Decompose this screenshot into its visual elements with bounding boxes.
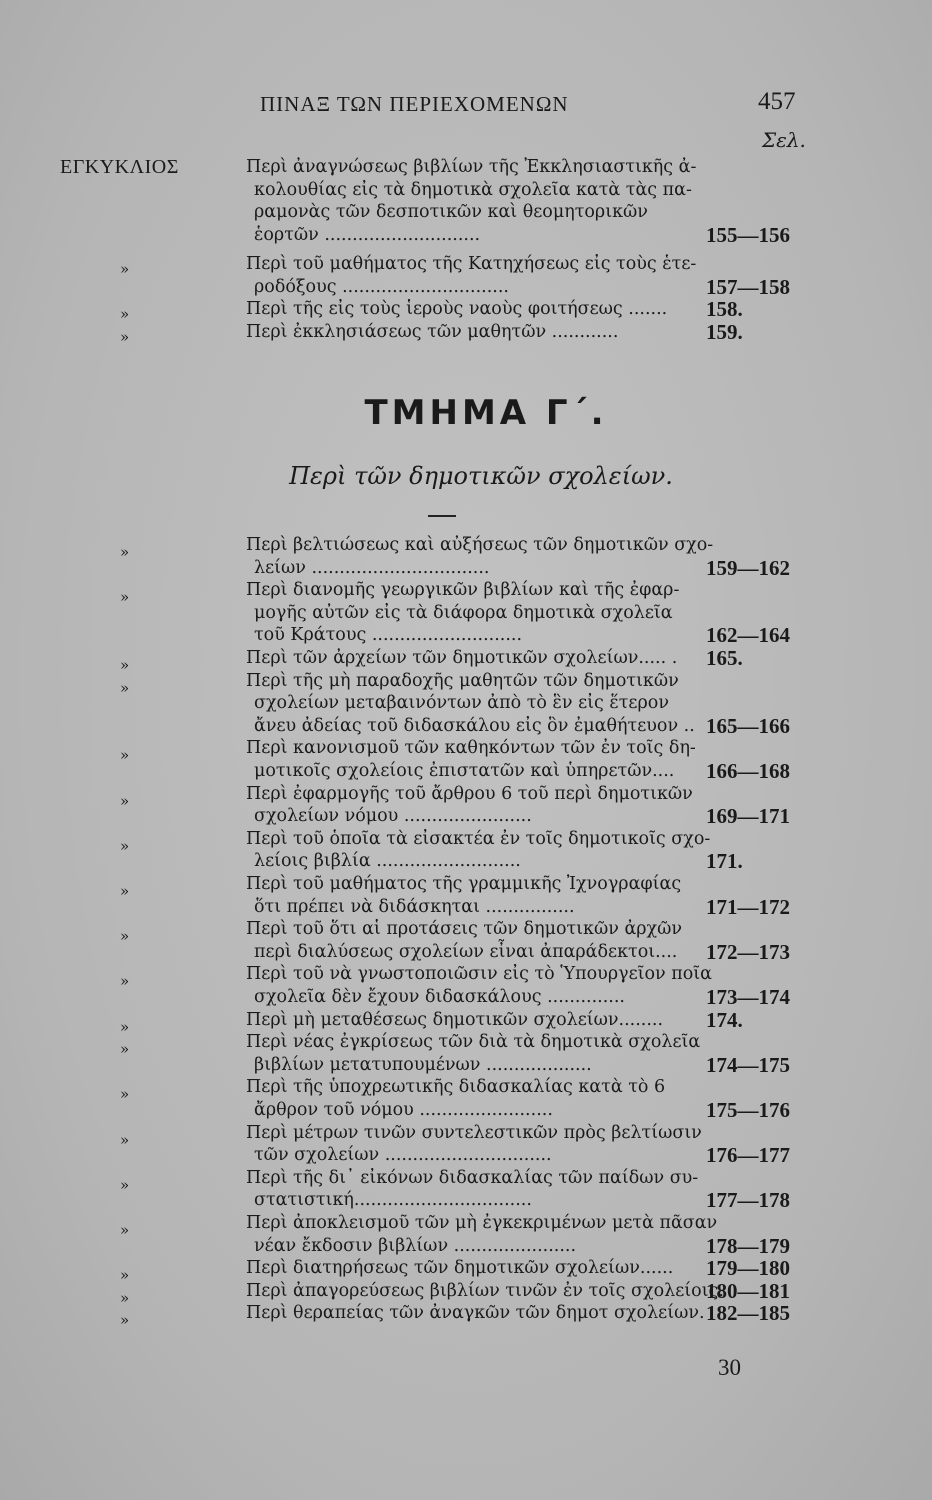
entry-line: Περὶ τῆς εἰς τοὺς ἱεροὺς ναοὺς φοιτήσεως ....... bbox=[246, 299, 668, 319]
ditto-mark: » bbox=[120, 1175, 130, 1194]
ditto-mark: » bbox=[120, 1130, 130, 1149]
divider bbox=[428, 515, 456, 517]
ditto-mark: » bbox=[120, 588, 130, 607]
ditto-mark: » bbox=[120, 882, 130, 900]
entry-line: σχολεῖα δὲν ἔχουν διδασκάλους .............. bbox=[254, 986, 625, 1007]
entry-pages: 176—177 bbox=[706, 1143, 790, 1168]
entry-line: Περὶ μὴ μεταθέσεως δημοτικῶν σχολείων........ bbox=[246, 1009, 664, 1030]
toc-entry bbox=[120, 737, 806, 783]
entry-pages: 172—173 bbox=[706, 939, 790, 964]
ditto-mark: » bbox=[120, 1221, 130, 1239]
toc-entry bbox=[120, 963, 806, 1009]
ditto-mark: » bbox=[120, 746, 130, 765]
ditto-mark: » bbox=[120, 328, 130, 346]
toc-entry bbox=[120, 1167, 806, 1213]
ditto-mark: » bbox=[120, 927, 130, 946]
entry-pages: 158. bbox=[706, 297, 743, 321]
entry-pages: 173—174 bbox=[706, 984, 790, 1009]
toc-entry bbox=[120, 783, 806, 829]
entry-line: Περὶ ἀποκλεισμοῦ τῶν μὴ ἐγκεκριμένων μετὰ πᾶσαν bbox=[246, 1213, 718, 1233]
toc-entry bbox=[120, 1256, 806, 1285]
entry-pages: 182—185 bbox=[706, 1301, 790, 1326]
ditto-mark: » bbox=[120, 1040, 130, 1059]
ditto-mark: » bbox=[120, 972, 130, 991]
toc-entry bbox=[120, 670, 806, 738]
entry-line: Περὶ τοῦ μαθήματος τῆς Κατηχήσεως εἰς τοὺς ἑτε- bbox=[246, 254, 697, 274]
entry-pages: 155—156 bbox=[706, 222, 790, 247]
toc-entry bbox=[120, 534, 806, 580]
entry-line: λείων ................................ bbox=[254, 557, 490, 578]
toc-entry bbox=[120, 1301, 806, 1330]
entry-pages: 165. bbox=[706, 646, 743, 670]
toc-entry bbox=[120, 873, 806, 919]
entry-line: σχολείων μεταβαινόντων ἀπὸ τὸ ἓν εἰς ἕτερον bbox=[254, 693, 669, 714]
entry-line: Περὶ τῶν ἀρχείων τῶν δημοτικῶν σχολείων..... . bbox=[246, 648, 678, 668]
ditto-mark: » bbox=[120, 1017, 130, 1036]
entry-pages: 174. bbox=[706, 1007, 743, 1032]
entry-line: Περὶ βελτιώσεως καὶ αὐξήσεως τῶν δημοτικῶν σχο- bbox=[246, 535, 714, 555]
entry-line: Περὶ κανονισμοῦ τῶν καθηκόντων τῶν ἐν τοῖς δη- bbox=[246, 738, 696, 759]
entry-line: τοῦ Κράτους ........................... bbox=[254, 625, 523, 646]
entry-line: Περὶ ἐκκλησιάσεως τῶν μαθητῶν ............ bbox=[246, 322, 619, 342]
toc-entry bbox=[120, 1122, 806, 1168]
entry-line: σχολείων νόμου ....................... bbox=[254, 806, 532, 827]
entry-line: Περὶ τοῦ μαθήματος τῆς γραμμικῆς Ἰχνογραφίας bbox=[246, 874, 682, 894]
entry-pages: 171—172 bbox=[706, 894, 790, 919]
entry-line: περὶ διαλύσεως σχολείων εἶναι ἀπαράδεκτοι.... bbox=[254, 941, 678, 962]
entry-pages: 165—166 bbox=[706, 713, 790, 738]
entry-pages: 179—180 bbox=[706, 1256, 790, 1281]
entry-pages: 157—158 bbox=[706, 274, 790, 299]
entry-line: Περὶ τῆς δι᾽ εἰκόνων διδασκαλίας τῶν παίδων συ- bbox=[246, 1167, 699, 1188]
toc-entry bbox=[120, 828, 806, 874]
entry-line: Περὶ ἀπαγορεύσεως βιβλίων τινῶν ἐν τοῖς σχολείοις. bbox=[246, 1280, 724, 1301]
entry-line: νέαν ἔκδοσιν βιβλίων ...................... bbox=[254, 1235, 577, 1256]
entry-line: ἄνευ ἀδείας τοῦ διδασκάλου εἰς ὃν ἐμαθήτευον .. bbox=[254, 715, 695, 736]
entry-pages: 180—181 bbox=[706, 1278, 790, 1303]
entry-line: Περὶ τῆς μὴ παραδοχῆς μαθητῶν τῶν δημοτικῶν bbox=[246, 670, 679, 691]
ditto-mark: » bbox=[120, 1288, 130, 1307]
section-subtitle: Περὶ τῶν δημοτικῶν σχολείων. bbox=[289, 462, 673, 490]
entry-line: ἄρθρον τοῦ νόμου ........................ bbox=[254, 1099, 553, 1120]
ditto-mark: » bbox=[120, 260, 130, 278]
pages-column-label: Σελ. bbox=[762, 128, 806, 152]
entry-pages: 178—179 bbox=[706, 1233, 790, 1258]
entry-line: Περὶ νέας ἐγκρίσεως τῶν διὰ τὰ δημοτικὰ σχολεῖα bbox=[246, 1032, 701, 1053]
entry-line: Περὶ τῆς ὑποχρεωτικῆς διδασκαλίας κατὰ τὸ 6 bbox=[246, 1077, 666, 1098]
entry-line: Περὶ ἐφαρμογῆς τοῦ ἄρθρου 6 τοῦ περὶ δημοτικῶν bbox=[246, 783, 693, 804]
entry-pages: 177—178 bbox=[706, 1188, 790, 1213]
entry-line: μογῆς αὐτῶν εἰς τὰ διάφορα δημοτικὰ σχολεῖα bbox=[254, 602, 673, 623]
ditto-mark: » bbox=[120, 1311, 130, 1330]
toc-entry bbox=[120, 579, 806, 648]
entry-line: λείοις βιβλία .......................... bbox=[254, 851, 521, 872]
entry-pages: 175—176 bbox=[706, 1097, 790, 1122]
ditto-mark: » bbox=[120, 836, 130, 855]
entry-line: βιβλίων μετατυπουμένων ................... bbox=[254, 1054, 592, 1075]
section-title: ΤΜΗΜΑ Γ΄. bbox=[364, 393, 608, 433]
entry-line: Περὶ μέτρων τινῶν συντελεστικῶν πρὸς βελτίωσιν bbox=[246, 1122, 702, 1143]
entry-pages: 159—162 bbox=[706, 555, 790, 580]
toc-entry bbox=[120, 1007, 806, 1036]
entry-line: ἑορτῶν ............................ bbox=[254, 224, 481, 245]
entry-line: Περὶ τοῦ ὁποῖα τὰ εἰσακτέα ἐν τοῖς δημοτικοῖς σχο- bbox=[246, 828, 711, 849]
entry-line: Περὶ διανομῆς γεωργικῶν βιβλίων καὶ τῆς ἐφαρ- bbox=[246, 580, 680, 601]
ditto-mark: » bbox=[120, 1266, 130, 1285]
entry-line: Περὶ ἀναγνώσεως βιβλίων τῆς Ἐκκλησιαστικῆς ἀ- bbox=[246, 157, 697, 177]
entry-line: μοτικοῖς σχολείοις ἐπιστατῶν καὶ ὑπηρετῶν.... bbox=[254, 760, 675, 781]
toc-entry bbox=[120, 1278, 806, 1307]
entry-pages: 159. bbox=[706, 320, 743, 344]
entry-pages: 174—175 bbox=[706, 1052, 790, 1077]
entry-pages: 166—168 bbox=[706, 758, 790, 783]
toc-entry bbox=[246, 298, 806, 321]
toc-entry bbox=[120, 1212, 806, 1258]
ditto-mark: » bbox=[120, 678, 130, 697]
toc-entry bbox=[120, 918, 806, 964]
toc-entry bbox=[120, 1031, 806, 1077]
entry-line: ροδόξους .............................. bbox=[254, 276, 509, 297]
ditto-mark: » bbox=[120, 656, 130, 674]
entry-line: τῶν σχολείων .............................. bbox=[254, 1145, 552, 1166]
entry-pages: 171. bbox=[706, 849, 743, 874]
ditto-mark: » bbox=[120, 305, 130, 323]
entry-line: Περὶ θεραπείας τῶν ἀναγκῶν τῶν δημοτ σχολείων. bbox=[246, 1303, 705, 1324]
running-title: ΠΙΝΑΞ ΤΩΝ ΠΕΡΙΕΧΟΜΕΝΩΝ bbox=[260, 92, 569, 116]
toc-entry bbox=[120, 646, 806, 674]
entry-line: Περὶ τοῦ νὰ γνωστοποιῶσιν εἰς τὸ Ὑπουργεῖον ποῖα bbox=[246, 964, 712, 985]
toc-entry bbox=[246, 253, 806, 298]
page-number: 457 bbox=[758, 88, 796, 115]
entry-line: κολουθίας εἰς τὰ δημοτικὰ σχολεῖα κατὰ τὰς πα- bbox=[254, 179, 692, 200]
entry-line: ὅτι πρέπει νὰ διδάσκηται ................ bbox=[254, 896, 575, 917]
ditto-mark: » bbox=[120, 1085, 130, 1104]
entry-line: Περὶ διατηρήσεως τῶν δημοτικῶν σχολείων...... bbox=[246, 1258, 674, 1279]
signature-mark: 30 bbox=[718, 1355, 741, 1380]
entry-line: Περὶ τοῦ ὅτι αἱ προτάσεις τῶν δημοτικῶν ἀρχῶν bbox=[246, 919, 683, 940]
side-label-encyclical: ΕΓΚΥΚΛΙΟΣ bbox=[60, 156, 179, 178]
toc-entry bbox=[120, 1076, 806, 1122]
ditto-mark: » bbox=[120, 791, 130, 810]
toc-entry bbox=[246, 156, 806, 246]
entry-line: στατιστική................................ bbox=[254, 1190, 532, 1211]
entry-line: ραμονὰς τῶν δεσποτικῶν καὶ θεομητορικῶν bbox=[254, 202, 648, 223]
ditto-mark: » bbox=[120, 543, 130, 561]
entry-pages: 162—164 bbox=[706, 623, 790, 648]
toc-entry bbox=[246, 321, 806, 344]
entry-pages: 169—171 bbox=[706, 804, 790, 829]
